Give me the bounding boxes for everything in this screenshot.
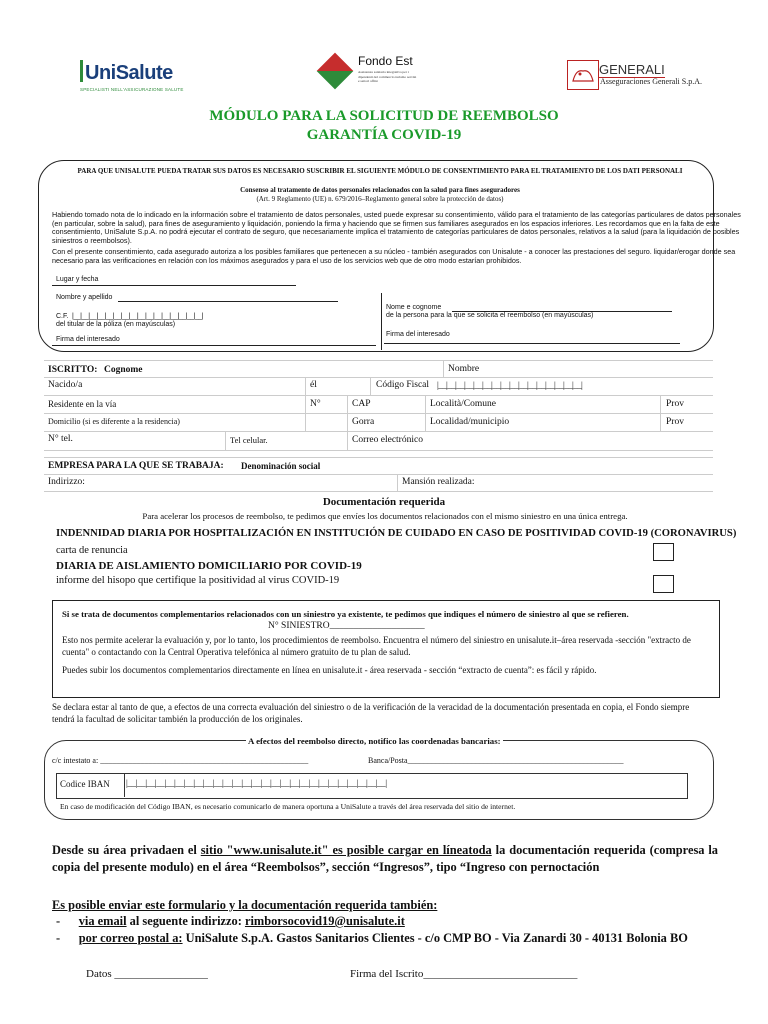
localita-label[interactable]: Località/Comune [430,399,496,409]
lugar-fecha-label: Lugar y fecha [56,276,99,283]
vline [225,431,226,450]
vline [305,377,306,395]
generali-lion-icon [567,60,599,90]
firma-interesado2-label: Firma del interesado [386,331,450,338]
item1-title: INDENNIDAD DIARIA POR HOSPITALIZACIÓN EN INSTITUCIÓN DE CUIDADO EN CASO DE POSITIVIDAD COVID-19 (CORONAVIRUS) [56,528,737,539]
declara-text: Se declara estar al tanto de que, a efectos de una correcta evaluación del siniestro o de la verificación de la veracidad de la documentación presentada en copia, el Fondo siempre tendrá la facultad de solicitar también la producción de los originales. [52,702,690,724]
item2-checkbox[interactable] [653,575,674,593]
email-mid: al seguente indirizzo: [126,914,245,928]
email-link[interactable]: rimborsocovid19@unisalute.it [244,914,405,928]
fondo-est-logo [318,52,428,94]
empresa-table [44,457,713,458]
firma-interesado-line[interactable] [52,345,376,346]
nacido-label[interactable]: Nacido/a [48,380,83,390]
cf-boxes[interactable]: |__|__|__|__|__|__|__|__|__|__|__|__|__|__|__|__| [72,313,203,320]
gorra-label[interactable]: Gorra [352,417,375,427]
cf-note: del titular de la póliza (en mayúsculas) [56,321,176,328]
complementarios-p2: Puedes subir los documentos complementarios directamente en línea en unisalute.it - área reservada - sección “extracto de cuenta”: es fácil y rápido. [62,665,597,675]
documentacion-intro: Para acelerar los procesos de reembolso, te pedimos que envíes los documentos relacionados con el mismo siniestro en una única entrega. [142,511,628,521]
fondo-name: Fondo Est [358,54,413,68]
envio-email-line: - via email al seguente indirizzo: rimborsocovid19@unisalute.it [56,914,405,928]
cognome-label[interactable]: Cognome [104,365,143,375]
item1-checkbox[interactable] [653,543,674,561]
siniestro-field[interactable]: N° SINIESTRO____________________ [268,621,425,631]
lugar-fecha-line[interactable] [52,285,296,286]
numero-label[interactable]: N° [310,399,321,409]
page-subtitle: GARANTÍA COVID-19 [306,127,462,143]
generali-name: GENERALI [599,62,665,77]
celular-label[interactable]: Tel celular. [230,435,268,445]
firma-interesado2-line[interactable] [384,343,680,344]
row-line [44,474,713,475]
online-text [52,842,718,876]
unisalute-name: UniSalute [85,62,173,84]
empresa-label: EMPRESA PARA LA QUE SE TRABAJA: [48,461,224,471]
vline [397,474,398,491]
bancarias-heading: A efectos del reembolso directo, notifico las coordenadas bancarias: [248,736,501,746]
row-line [44,413,713,414]
online-part-c: la documentación requerida (compresa la copia del presente modulo) en el área “Reembolsos”, sección “Ingresos”, tipo “Ingreso con pernoctación [52,843,719,874]
banca-field[interactable]: Banca/Posta______________________________________________________ [368,756,624,765]
consent-para2: Con el presente consentimiento, cada asegurado autoriza a los posibles familiares que pertenecen a su núcleo - también asegurados con Unisalute - a conocer las prestaciones del seguro. liquidar/erogar donde sea necesario para las verificaciones en relación con los máximos asegurados y para el uso de los servicios web que de otro modo estarían prohibidos. [52,247,736,265]
online-link[interactable]: sitio "www.unisalute.it" es posible cargar en líneatoda [200,843,492,857]
postal-label: por correo postal a: [78,931,183,945]
mansion-label[interactable]: Mansión realizada: [402,477,475,487]
denominacion-label[interactable]: Denominación social [241,461,321,471]
vline [347,431,348,450]
consent-sub1: Consenso al tratamento de datos personales relacionados con la salud para fines aseguradores [240,186,520,194]
tel-label[interactable]: N° tel. [48,434,73,444]
nombre-apellido-label: Nombre y apellido [56,294,113,301]
el-label[interactable]: él [310,380,317,390]
fondo-tagline: Assistenza sanitaria integrativa per i dipendenti del commercio turismo servizi e settori affini [358,70,417,83]
firma-iscrito-field[interactable]: Firma del Iscrito____________________________ [350,968,578,980]
prov-label[interactable]: Prov [666,399,684,409]
postal-address: UniSalute S.p.A. Gastos Sanitarios Clientes - c/o CMP BO - Via Zanardi 30 - 40131 Bolonia BO [182,931,688,945]
unisalute-logo [80,60,190,94]
codigo-fiscal-label: Código Fiscal [376,380,430,390]
vline [443,360,444,377]
complementarios-p1: Esto nos permite acelerar la evaluación y, por lo tanto, los procedimientos de reembolso. Encuentra el número del siniestro en unisalute.it–área reservada -sección "extracto de cuenta" o contactando con la Central Operativa telefónica al número gratuito de tu plan de salud. [62,635,691,657]
iscritto-label: ISCRITTO: [48,365,98,375]
consent-heading: PARA QUE UNISALUTE PUEDA TRATAR SUS DATOS ES NECESARIO SUSCRIBIR EL SIGUIENTE MÓDULO DE CONSENTIMIENTO PARA EL TRATAMIENTO DE LOS DATI PERSONALI [77,167,683,175]
bancarias-nota: En caso de modificación del Código IBAN, es necesario comunicarlo de manera oportuna a UniSalute a través del área reservada del sitio de internet. [60,802,516,811]
generali-sub: Asseguraciones Generali S.p.A. [600,77,702,86]
codigo-fiscal-boxes[interactable]: |__|__|__|__|__|__|__|__|__|__|__|__|__|__|__|__| [437,380,583,390]
firma-interesado-label: Firma del interesado [56,336,120,343]
envio-postal-line: - por correo postal a: UniSalute S.p.A. Gastos Sanitarios Clientes - c/o CMP BO - Via Zanardi 30 - 40131 Bolonia BO [56,931,688,945]
email-label: via email [78,914,127,928]
envio-heading: Es posible enviar este formulario y la documentación requerida también: [52,898,438,912]
intestato-field[interactable]: c/c intestato a: ____________________________________________________ [52,756,309,765]
row-line [44,395,713,396]
residente-label[interactable]: Residente en la vía [48,399,117,409]
online-part-a: Desde su área privadaen el [52,843,201,857]
indirizzo-label[interactable]: Indirizzo: [48,477,85,487]
cf-label: C.F. [56,313,69,320]
prov2-label[interactable]: Prov [666,417,684,427]
iban-label: Codice IBAN [60,779,110,789]
nombre-label[interactable]: Nombre [448,364,480,374]
nome-cognome-label: Nome e cognome [386,304,442,311]
item1-doc: carta de renuncia [56,545,128,556]
vline [370,377,371,395]
localidad-label[interactable]: Localidad/municipio [430,417,510,427]
consent-para1: Habiendo tomado nota de lo indicado en la información sobre el tratamiento de datos personales, usted puede expresar su consentimiento, válido para el tratamiento de las categorías particulares de datos personales (en particular, sobre la salud), para fines de aseguramiento y liquidación, poniendo la firma y haciendo que se firmen sus familiares asegurados en los espacios inferiores. Les recordamos que en la falta de este consentimiento, UniSalute S.p.A. no podrá ejecutar el contrato de seguro, que necesariamente implica el tratamiento de categorías particulares de datos personales, relativos a la salud (para la liquidación de posibles siniestros o reembolsos). [52,210,741,245]
row-line [44,491,713,492]
correo-label[interactable]: Correo electrónico [352,435,423,445]
iban-divider [124,773,125,797]
row-line [44,377,713,378]
nombre-apellido-field[interactable] [118,301,338,302]
consent-sub2: (Art. 9 Reglamento (UE) n. 679/2016–Reglamento general sobre la protección de datos) [256,195,504,203]
consent-divider [381,293,382,350]
complementarios-heading: Si se trata de documentos complementarios relacionados con un siniestro ya existente, te pedimos que indiques el número de siniestro al que se refieren. [62,609,629,619]
fondo-diamond-icon [317,53,354,90]
iban-boxes[interactable]: |__|__|__|__|__|__|__|__|__|__|__|__|__|__|__|__|__|__|__|__|__|__|__|__|__|__|__| [126,778,387,788]
item2-doc: informe del hisopo que certifique la positividad al virus COVID-19 [56,575,340,586]
page-title: MÓDULO PARA LA SOLICITUD DE REEMBOLSO [209,108,559,124]
cap-label[interactable]: CAP [352,399,371,409]
unisalute-tagline: SPECIALISTI NELL'ASSICURAZIONE SALUTE [80,87,184,92]
domicilio-label[interactable]: Domicilio (si es diferente a la residencia) [48,417,180,426]
documentacion-title: Documentación requerida [322,496,446,508]
row-line [44,431,713,432]
item2-title: DIARIA DE AISLAMIENTO DOMICILIARIO POR COVID-19 [56,560,362,572]
generali-logo [567,60,757,90]
row-line [44,450,713,451]
datos-field[interactable]: Datos _________________ [86,968,208,980]
nome-cognome-note: de la persona para la que se solicita el reembolso (en mayúsculas) [386,312,594,319]
